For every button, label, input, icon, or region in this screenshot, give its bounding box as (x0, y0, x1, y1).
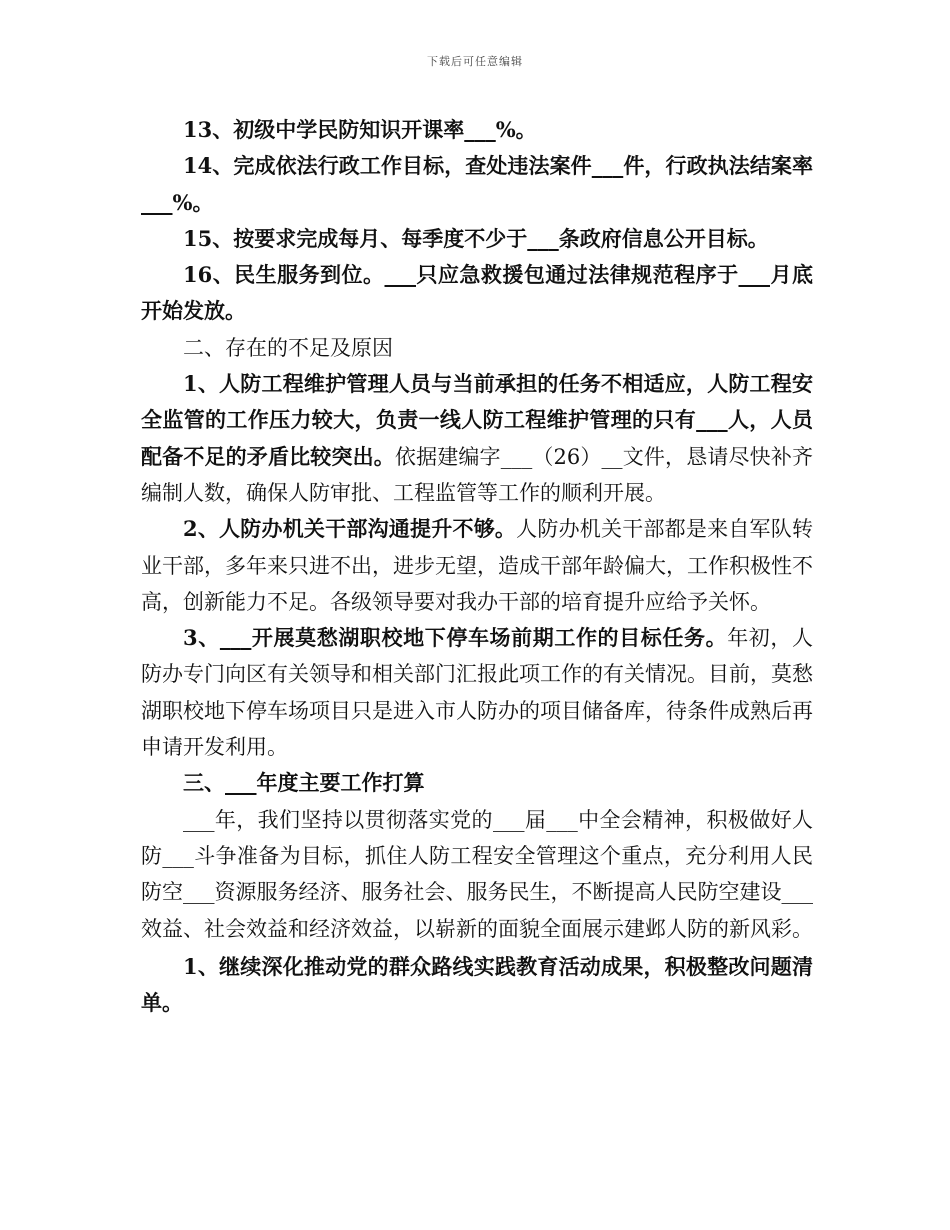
section-2-item-3 (141, 620, 813, 765)
section-2-item-1-body: 依据建编字___（26）__文件，恳请尽快补齐编制人数，确保人防审批、工程监管等工作的顺利开展。 (141, 444, 813, 505)
section-2-heading: 二、存在的不足及原因 (183, 335, 393, 360)
item-16: 16、民生服务到位。___只应急救援包通过法律规范程序于___月底开始发放。 (141, 262, 813, 324)
section-2-item-1-lead: 1、人防工程维护管理人员与当前承担的任务不相适应，人防工程安全监管的工作压力较大，负责一线人防工程维护管理的只有___人，人员配备不足的矛盾比较突出。 (141, 371, 813, 469)
item-13: 13、初级中学民防知识开课率___%。 (183, 117, 537, 142)
item-15: 15、按要求完成每月、每季度不少于___条政府信息公开目标。 (183, 225, 769, 251)
item-14: 14、完成依法行政工作目标，查处违法案件___件，行政执法结案率___%。 (141, 153, 813, 215)
section-3-heading: 三、___年度主要工作打算 (183, 770, 425, 796)
section-3-intro: ___年，我们坚持以贯彻落实党的___届___中全会精神，积极做好人防___斗争准备为目标，抓住人防工程安全管理这个重点，充分利用人民防空___资源服务经济、服务社会、服务民生，不断提高人民防空建设___效益、社会效益和经济效益，以崭新的面貌全面展示建邺人防的新风彩。 (141, 807, 813, 941)
section-2-item-2 (141, 511, 813, 620)
section-2-item-1 (141, 366, 813, 511)
page-header-note: 下载后可任意编辑 (427, 55, 523, 68)
section-2-item-2-body: 人防办机关干部都是来自军队转业干部，多年来只进不出，进步无望，造成干部年龄偏大，工作积极性不高，创新能力不足。各级领导要对我办干部的培育提升应给予关怀。 (141, 517, 813, 614)
section-2-item-3-body: 年初，人防办专门向区有关领导和相关部门汇报此项工作的有关情况。目前，莫愁湖职校地下停车场项目只是进入市人防办的项目储备库，待条件成熟后再申请开发利用。 (141, 626, 813, 760)
document-body (141, 112, 813, 1021)
section-2-item-2-lead: 2、人防办机关干部沟通提升不够。 (183, 516, 517, 542)
section-3-item-1: 1、继续深化推动党的群众路线实践教育活动成果，积极整改问题清单。 (141, 953, 813, 1016)
section-2-item-3-lead: 3、___开展莫愁湖职校地下停车场前期工作的目标任务。 (183, 625, 728, 651)
